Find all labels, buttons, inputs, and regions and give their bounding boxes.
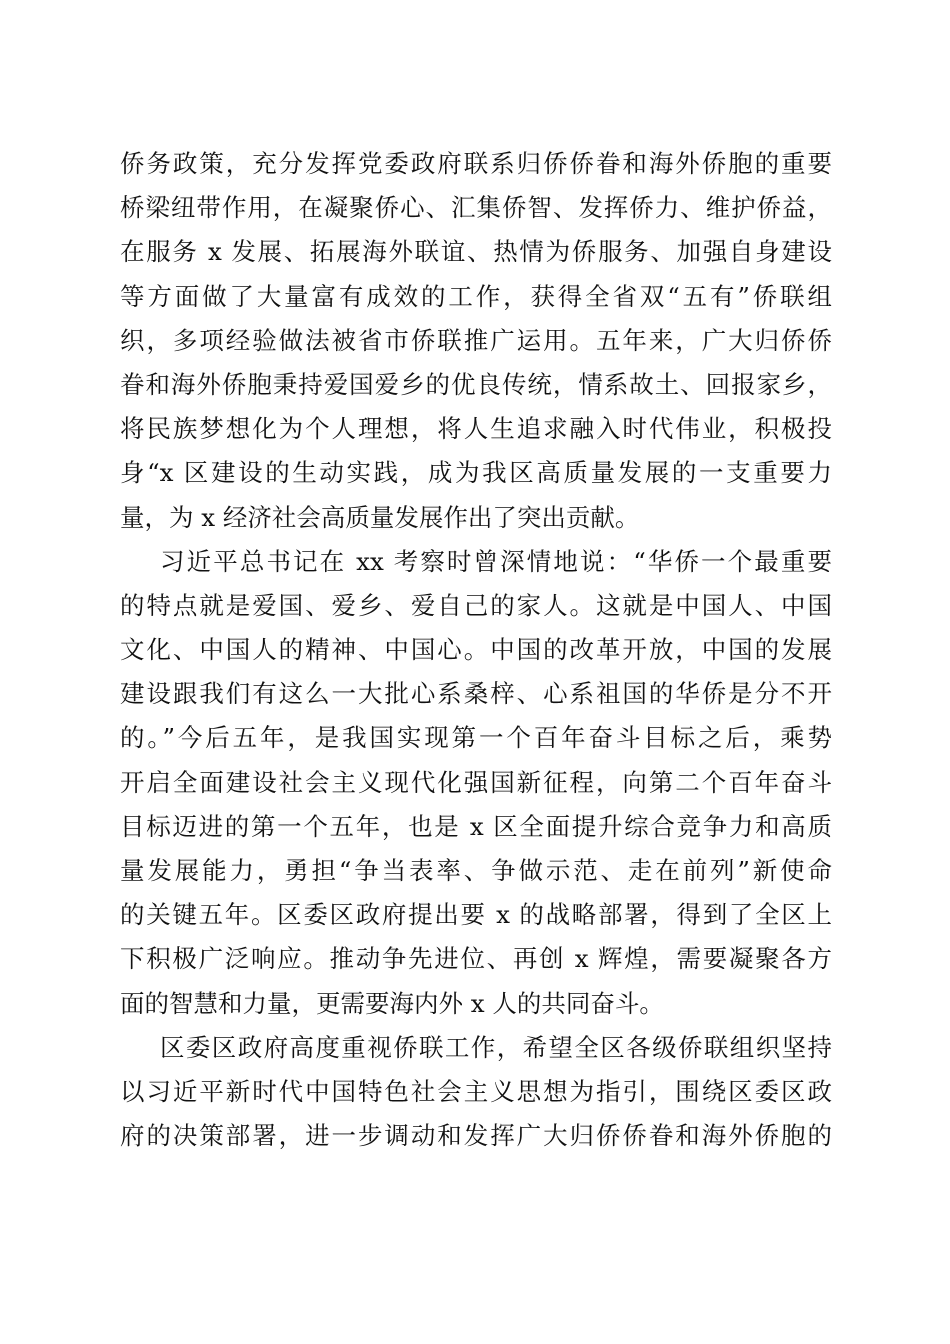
text-line: 下积极广泛响应。推动争先进位、再创 x 辉煌，需要凝聚各方 [120,944,832,974]
text-line: 桥梁纽带作用，在凝聚侨心、汇集侨智、发挥侨力、维护侨益， [120,193,832,223]
paragraph-end-line: 面的智慧和力量，更需要海内外 x 人的共同奋斗。 [120,988,664,1018]
text-line: 在服务 x 发展、拓展海外联谊、热情为侨服务、加强自身建设 [120,237,832,267]
paragraph-end-line: 量，为 x 经济社会高质量发展作出了突出贡献。 [120,502,640,532]
paragraph-first-line: 区委区政府高度重视侨联工作，希望全区各级侨联组织坚持 [160,1032,832,1062]
text-line: 等方面做了大量富有成效的工作，获得全省双“五有”侨联组 [120,281,832,311]
text-line: 府的决策部署，进一步调动和发挥广大归侨侨眷和海外侨胞的 [120,1121,832,1151]
text-line: 目标迈进的第一个五年，也是 x 区全面提升综合竞争力和高质 [120,811,832,841]
text-line: 量发展能力，勇担“争当表率、争做示范、走在前列”新使命 [120,856,832,885]
text-line: 的特点就是爱国、爱乡、爱自己的家人。这就是中国人、中国 [120,590,832,620]
body-text [120,142,832,1158]
text-line: 文化、中国人的精神、中国心。中国的改革开放，中国的发展 [120,635,832,665]
text-line: 侨务政策，充分发挥党委政府联系归侨侨眷和海外侨胞的重要 [120,149,832,178]
text-line: 眷和海外侨胞秉持爱国爱乡的优良传统，情系故土、回报家乡， [120,369,832,399]
text-line: 织，多项经验做法被省市侨联推广运用。五年来，广大归侨侨 [120,325,832,355]
paragraph-first-line: 习近平总书记在 xx 考察时曾深情地说：“华侨一个最重要 [160,546,832,576]
text-line: 建设跟我们有这么一大批心系桑梓、心系祖国的华侨是分不开 [120,679,832,709]
text-line: 开启全面建设社会主义现代化强国新征程，向第二个百年奋斗 [120,767,832,797]
text-line: 身“x 区建设的生动实践，成为我区高质量发展的一支重要力 [120,458,832,488]
text-line: 将民族梦想化为个人理想，将人生追求融入时代伟业，积极投 [120,414,832,444]
text-line: 的。”今后五年，是我国实现第一个百年奋斗目标之后，乘势 [120,723,832,753]
text-line: 以习近平新时代中国特色社会主义思想为指引，围绕区委区政 [120,1076,832,1106]
text-line: 的关键五年。区委区政府提出要 x 的战略部署，得到了全区上 [120,900,832,930]
